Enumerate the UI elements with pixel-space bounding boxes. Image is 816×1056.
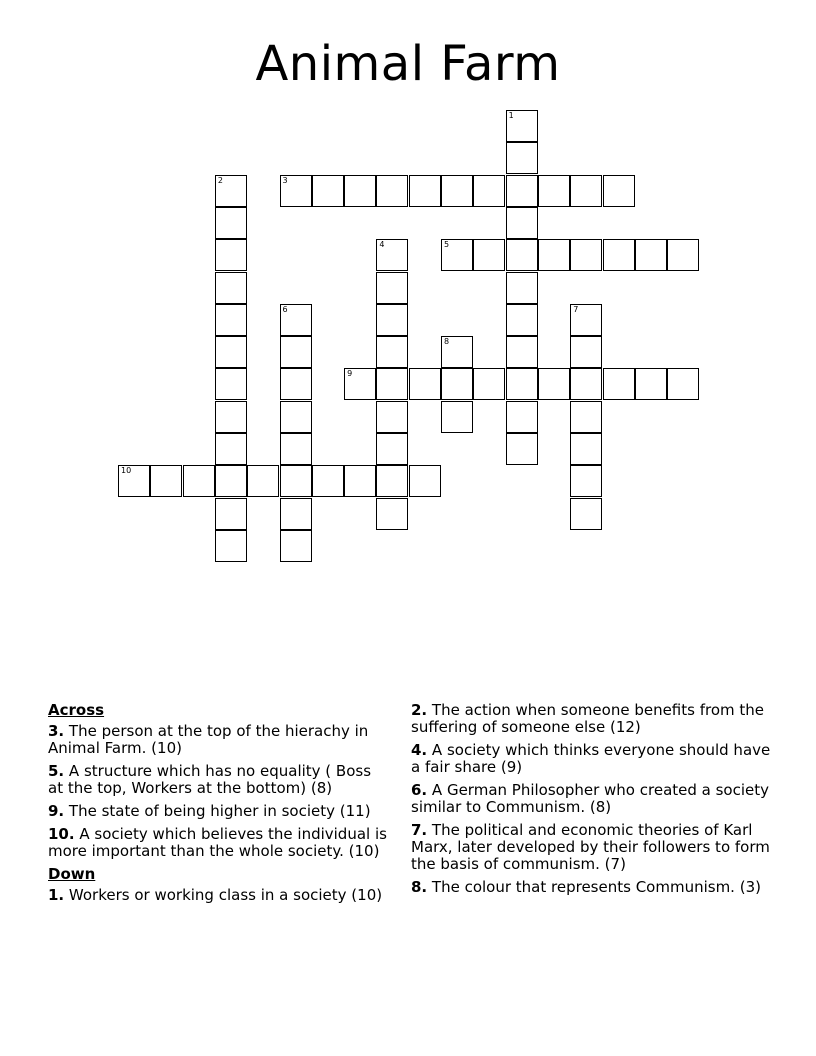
clue-across-10	[48, 826, 388, 860]
clue-text: The political and economic theories of Karl Marx, later developed by their followers to form the basis of communism. (7)	[411, 821, 770, 873]
clue-number: 1.	[48, 886, 65, 904]
grid-cell[interactable]	[344, 465, 376, 497]
grid-cell[interactable]	[506, 142, 538, 174]
grid-cell[interactable]	[506, 433, 538, 465]
grid-cell[interactable]	[570, 175, 602, 207]
grid-cell[interactable]	[506, 336, 538, 368]
grid-cell[interactable]	[635, 239, 667, 271]
grid-cell[interactable]	[280, 175, 312, 207]
clue-down-7	[411, 822, 771, 873]
page-title: Animal Farm	[255, 36, 561, 92]
clue-text: A structure which has no equality ( Boss at the top, Workers at the bottom) (8)	[48, 762, 372, 797]
grid-cell[interactable]	[441, 368, 473, 400]
grid-cell[interactable]	[215, 272, 247, 304]
clue-down-1	[48, 887, 388, 904]
clue-number: 5.	[48, 762, 65, 780]
grid-cell[interactable]	[215, 433, 247, 465]
grid-cell[interactable]	[118, 465, 150, 497]
clue-number: 4.	[411, 741, 428, 759]
grid-cell[interactable]	[473, 368, 505, 400]
clue-text: The action when someone benefits from the suffering of someone else (12)	[411, 701, 765, 736]
grid-cell[interactable]	[441, 239, 473, 271]
grid-cell[interactable]	[441, 336, 473, 368]
grid-cell[interactable]	[215, 498, 247, 530]
grid-cell[interactable]	[570, 239, 602, 271]
grid-cell[interactable]	[506, 207, 538, 239]
grid-cell[interactable]	[376, 239, 408, 271]
clue-down-6	[411, 782, 771, 816]
grid-cell[interactable]	[215, 465, 247, 497]
clue-down-8	[411, 879, 771, 896]
grid-cell[interactable]	[215, 239, 247, 271]
grid-cell[interactable]	[280, 368, 312, 400]
grid-cell[interactable]	[441, 175, 473, 207]
grid-cell[interactable]	[376, 336, 408, 368]
clue-text: A society which thinks everyone should have a fair share (9)	[411, 741, 771, 776]
grid-cell[interactable]	[667, 239, 699, 271]
grid-cell[interactable]	[344, 175, 376, 207]
cell-number: 5	[444, 240, 450, 250]
grid-cell[interactable]	[409, 368, 441, 400]
clue-across-9	[48, 803, 388, 820]
grid-cell[interactable]	[280, 530, 312, 562]
grid-cell[interactable]	[570, 336, 602, 368]
clue-text: The colour that represents Communism. (3)	[431, 878, 761, 896]
grid-cell[interactable]	[376, 272, 408, 304]
grid-cell[interactable]	[280, 336, 312, 368]
cell-number: 10	[121, 466, 132, 476]
grid-cell[interactable]	[473, 239, 505, 271]
cell-number: 3	[282, 175, 288, 185]
clue-text: A German Philosopher who created a society similar to Communism. (8)	[411, 781, 770, 816]
grid-cell[interactable]	[183, 465, 215, 497]
down-heading: Down	[48, 865, 96, 883]
grid-cell[interactable]	[603, 239, 635, 271]
grid-cell[interactable]	[280, 498, 312, 530]
cell-number: 8	[444, 337, 450, 347]
clues-right-column	[411, 702, 771, 902]
clue-number: 7.	[411, 821, 428, 839]
grid-cell[interactable]	[150, 465, 182, 497]
clue-number: 6.	[411, 781, 428, 799]
cell-number: 7	[573, 304, 579, 314]
grid-cell[interactable]	[441, 401, 473, 433]
clue-text: Workers or working class in a society (10)	[68, 886, 383, 904]
grid-cell[interactable]	[506, 175, 538, 207]
grid-cell[interactable]	[409, 175, 441, 207]
grid-cell[interactable]	[409, 465, 441, 497]
grid-cell[interactable]	[344, 368, 376, 400]
cell-number: 4	[379, 240, 385, 250]
grid-cell[interactable]	[570, 433, 602, 465]
grid-cell[interactable]	[603, 175, 635, 207]
grid-cell[interactable]	[215, 368, 247, 400]
grid-cell[interactable]	[247, 465, 279, 497]
grid-cell[interactable]	[570, 465, 602, 497]
grid-cell[interactable]	[376, 304, 408, 336]
grid-cell[interactable]	[635, 368, 667, 400]
clues-left-column	[48, 702, 388, 910]
clue-number: 10.	[48, 825, 75, 843]
clue-number: 8.	[411, 878, 428, 896]
grid-cell[interactable]	[215, 304, 247, 336]
clue-text: A society which believes the individual is more important than the whole society. (10)	[48, 825, 387, 860]
cell-number: 9	[347, 369, 353, 379]
grid-cell[interactable]	[376, 401, 408, 433]
cell-number: 2	[217, 175, 223, 185]
cell-number: 6	[282, 304, 288, 314]
grid-cell[interactable]	[280, 401, 312, 433]
grid-cell[interactable]	[215, 175, 247, 207]
grid-cell[interactable]	[280, 304, 312, 336]
grid-cell[interactable]	[538, 368, 570, 400]
grid-cell[interactable]	[376, 498, 408, 530]
grid-cell[interactable]	[215, 530, 247, 562]
clue-number: 9.	[48, 802, 65, 820]
grid-cell[interactable]	[215, 401, 247, 433]
grid-cell[interactable]	[538, 175, 570, 207]
grid-cell[interactable]	[506, 239, 538, 271]
grid-cell[interactable]	[473, 175, 505, 207]
grid-cell[interactable]	[667, 368, 699, 400]
grid-cell[interactable]	[603, 368, 635, 400]
grid-cell[interactable]	[570, 498, 602, 530]
grid-cell[interactable]	[538, 239, 570, 271]
grid-cell[interactable]	[506, 368, 538, 400]
across-heading: Across	[48, 701, 105, 719]
grid-cell[interactable]	[506, 272, 538, 304]
grid-cell[interactable]	[570, 304, 602, 336]
clue-number: 2.	[411, 701, 428, 719]
clue-text: The person at the top of the hierachy in Animal Farm. (10)	[48, 722, 369, 757]
grid-cell[interactable]	[312, 175, 344, 207]
clue-text: The state of being higher in society (11)	[68, 802, 371, 820]
grid-cell[interactable]	[215, 207, 247, 239]
grid-cell[interactable]	[280, 433, 312, 465]
grid-cell[interactable]	[506, 110, 538, 142]
grid-cell[interactable]	[376, 465, 408, 497]
grid-cell[interactable]	[215, 336, 247, 368]
grid-cell[interactable]	[376, 175, 408, 207]
grid-cell[interactable]	[570, 368, 602, 400]
clue-down-2	[411, 702, 771, 736]
grid-cell[interactable]	[506, 401, 538, 433]
grid-cell[interactable]	[280, 465, 312, 497]
grid-cell[interactable]	[506, 304, 538, 336]
cell-number: 1	[508, 111, 514, 120]
grid-cell[interactable]	[312, 465, 344, 497]
clue-down-4	[411, 742, 771, 776]
grid-cell[interactable]	[376, 368, 408, 400]
grid-cell[interactable]	[570, 401, 602, 433]
clue-number: 3.	[48, 722, 65, 740]
grid-cell[interactable]	[376, 433, 408, 465]
clue-across-3	[48, 723, 388, 757]
clue-across-5	[48, 763, 388, 797]
